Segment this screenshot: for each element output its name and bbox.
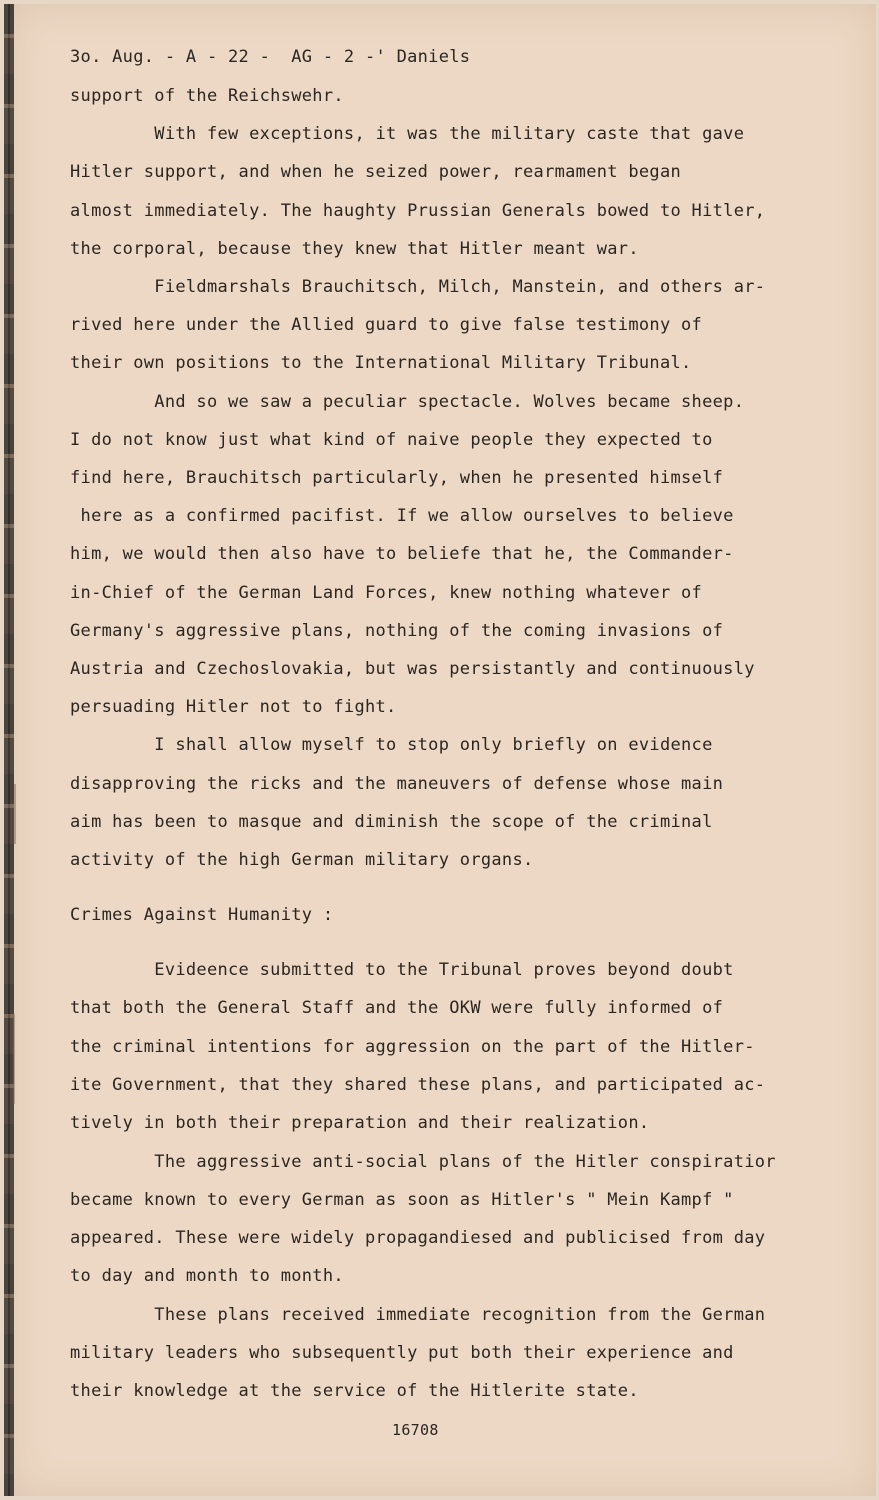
text-line: persuading Hitler not to fight. bbox=[70, 697, 397, 718]
text-line: the corporal, because they knew that Hitler meant war. bbox=[70, 238, 639, 259]
text-line: aim has been to masque and diminish the scope of the criminal bbox=[70, 811, 713, 832]
paper-crease-mark bbox=[13, 1014, 15, 1104]
text-line: Evideence submitted to the Tribunal proves beyond doubt bbox=[70, 960, 734, 980]
text-line: activity of the high German military organs. bbox=[70, 850, 534, 870]
text-line: rived here under the Allied guard to give false testimony of bbox=[70, 315, 703, 336]
page-header: 3o. Aug. - A - 22 - AG - 2 -' Daniels bbox=[70, 47, 471, 67]
text-line: their knowledge at the service of the Hitlerite state. bbox=[70, 1381, 639, 1402]
text-line: tively in both their preparation and their realization. bbox=[70, 1113, 650, 1134]
text-line: Fieldmarshals Brauchitsch, Milch, Manstein, and others ar- bbox=[70, 277, 766, 297]
text-line: him, we would then also have to beliefe that he, the Commander- bbox=[70, 544, 734, 565]
text-line: And so we saw a peculiar spectacle. Wolves became sheep. bbox=[70, 391, 745, 412]
paper-crease-mark bbox=[14, 784, 16, 844]
text-line: appeared. These were widely propagandiesed and publicised from day bbox=[70, 1228, 766, 1249]
text-line: Germany's aggressive plans, nothing of the coming invasions of bbox=[70, 620, 724, 641]
text-line: find here, Brauchitsch particularly, when he presented himself bbox=[70, 468, 724, 488]
text-line: in-Chief of the German Land Forces, knew nothing whatever of bbox=[70, 582, 703, 603]
text-line: almost immediately. The haughty Prussian Generals bowed to Hitler, bbox=[70, 200, 766, 221]
text-line: to day and month to month. bbox=[70, 1266, 344, 1287]
text-line: their own positions to the International Military Tribunal. bbox=[70, 353, 692, 374]
text-line: I shall allow myself to stop only briefly on evidence bbox=[70, 735, 713, 756]
page-number: 16708 bbox=[392, 1421, 439, 1439]
text-line: ite Government, that they shared these plans, and participated ac- bbox=[70, 1074, 766, 1095]
text-line: here as a confirmed pacifist. If we allow ourselves to believe bbox=[70, 506, 734, 527]
text-line: Hitler support, and when he seized power, rearmament began bbox=[70, 162, 682, 183]
text-line: disapproving the ricks and the maneuvers of defense whose main bbox=[70, 773, 724, 794]
text-line: These plans received immediate recognition from the German bbox=[70, 1304, 766, 1325]
text-line: I do not know just what kind of naive people they expected to bbox=[70, 429, 713, 450]
text-line: The aggressive anti-social plans of the Hitler conspiratior bbox=[70, 1151, 776, 1172]
text-line: that both the General Staff and the OKW were fully informed of bbox=[70, 998, 724, 1019]
text-line: With few exceptions, it was the military caste that gave bbox=[70, 124, 745, 145]
text-line: Austria and Czechoslovakia, but was persistantly and continuously bbox=[70, 659, 755, 679]
text-line: military leaders who subsequently put both their experience and bbox=[70, 1343, 734, 1363]
text-line: became known to every German as soon as Hitler's " Mein Kampf " bbox=[70, 1189, 734, 1210]
section-heading: Crimes Against Humanity : bbox=[70, 905, 334, 925]
text-line: support of the Reichswehr. bbox=[70, 86, 344, 106]
text-line: the criminal intentions for aggression on the part of the Hitler- bbox=[70, 1036, 755, 1057]
